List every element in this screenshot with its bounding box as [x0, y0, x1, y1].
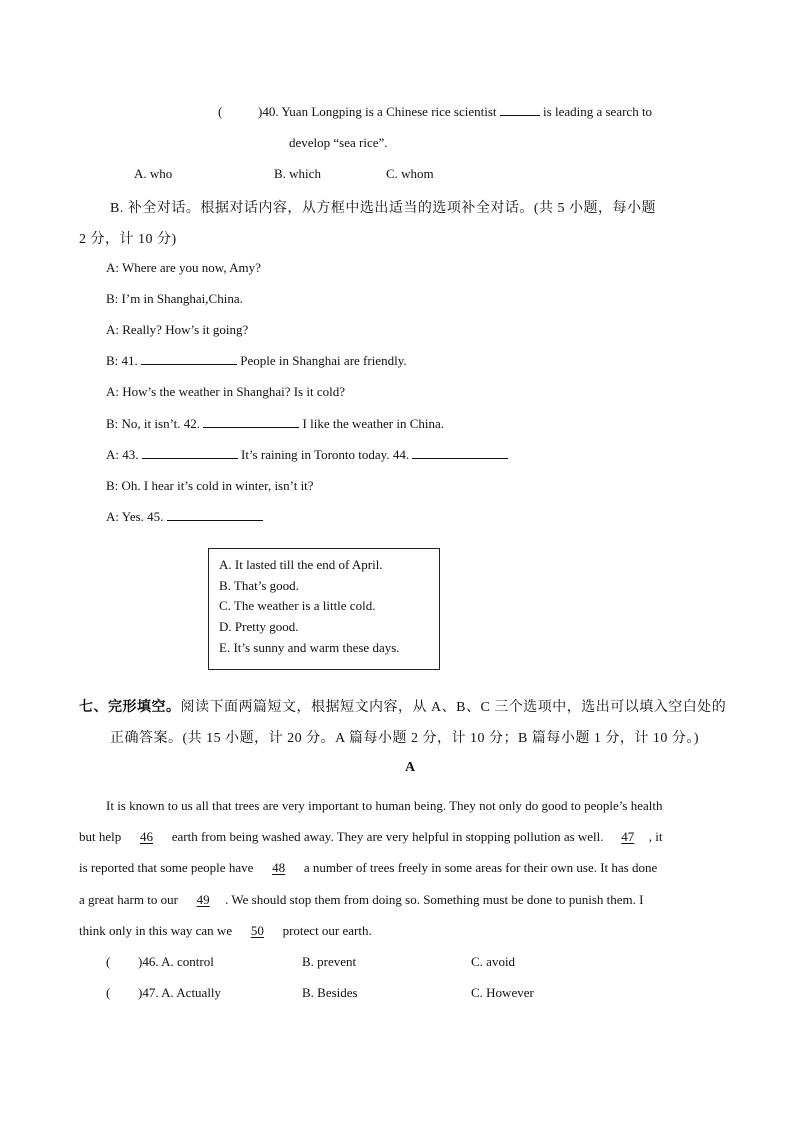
dialogue-line-5: A: How’s the weather in Shanghai? Is it cold? — [106, 384, 345, 399]
q46-option-a: )46. A. control — [138, 954, 214, 969]
blank-47: 47 — [621, 829, 635, 844]
passage-line-3 — [79, 860, 657, 876]
dialogue-line-7-mid: It’s raining in Toronto today. 44. — [237, 447, 413, 462]
box-option-c: C. The weather is a little cold. — [219, 598, 376, 613]
passage-line-5b: protect our earth. — [279, 923, 372, 938]
q40-blank — [500, 114, 540, 116]
passage-line-3b: a number of trees freely in some areas for their own use. It has done — [300, 860, 658, 875]
dialogue-line-7 — [106, 447, 508, 463]
passage-title: A — [405, 760, 416, 775]
section-7-instruction-cont: 正确答案。(共 15 小题，计 20 分。A 篇每小题 2 分，计 10 分；B 篇每小题 1 分，计 10 分。) — [110, 731, 699, 746]
box-option-b: B. That’s good. — [219, 578, 299, 593]
passage-line-5a: think only in this way can we — [79, 923, 236, 938]
q47-paren: ( — [106, 985, 111, 1000]
blank-50: 50 — [250, 923, 264, 938]
dialogue-line-3: A: Really? How’s it going? — [106, 322, 249, 337]
section-b-heading-cont: 2 分，计 10 分) — [79, 232, 177, 247]
blank-46: 46 — [140, 829, 153, 844]
passage-line-3a: is reported that some people have — [79, 860, 257, 875]
passage-line-4b: . We should stop them from doing so. Something must be done to punish them. I — [225, 892, 644, 907]
passage-line-1: It is known to us all that trees are very important to human being. They not only do good to people’s health — [106, 798, 663, 813]
dialogue-line-7-pre: A: 43. — [106, 447, 142, 462]
passage-line-5 — [79, 923, 372, 939]
blank-48: 48 — [272, 860, 286, 875]
q46-option-b: B. prevent — [302, 954, 357, 969]
dialogue-line-9-pre: A: Yes. 45. — [106, 509, 167, 524]
box-option-a: A. It lasted till the end of April. — [219, 557, 383, 572]
blank-43 — [142, 457, 238, 459]
q40-paren-close: ) — [258, 104, 263, 119]
section-b-heading: B. 补全对话。根据对话内容，从方框中选出适当的选项补全对话。(共 5 小题，每小题 — [110, 201, 656, 216]
q46-paren: ( — [106, 954, 111, 969]
q40-text1: 40. Yuan Longping is a Chinese rice scientist — [262, 104, 500, 119]
blank-41 — [141, 363, 237, 365]
box-option-e: E. It’s sunny and warm these days. — [219, 640, 400, 655]
q40-option-c: C. whom — [386, 166, 434, 181]
blank-49: 49 — [196, 892, 210, 907]
section-7-instruction: 阅读下面两篇短文，根据短文内容，从 A、B、C 三个选项中，选出可以填入空白处的 — [180, 700, 727, 715]
q40-option-a: A. who — [134, 166, 173, 181]
options-box — [208, 548, 440, 670]
q40-paren-open: ( — [218, 104, 223, 119]
passage-line-4a: a great harm to our — [79, 892, 182, 907]
dialogue-line-9 — [106, 509, 263, 525]
q47-option-b: B. Besides — [302, 985, 358, 1000]
passage-line-2c: , it — [648, 829, 663, 844]
q46-option-c: C. avoid — [471, 954, 516, 969]
dialogue-line-1: A: Where are you now, Amy? — [106, 260, 261, 275]
section-7-number: 七、完形填空。 — [79, 700, 181, 715]
dialogue-line-6-post: I like the weather in China. — [299, 416, 445, 431]
passage-line-2b: earth from being washed away. They are very helpful in stopping pollution as well. — [168, 829, 607, 844]
dialogue-line-6 — [106, 416, 444, 432]
dialogue-line-6-pre: B: No, it isn’t. 42. — [106, 416, 204, 431]
passage-line-2 — [79, 829, 663, 845]
q40-text3: develop “sea rice”. — [289, 135, 388, 150]
dialogue-line-8: B: Oh. I hear it’s cold in winter, isn’t it? — [106, 478, 314, 493]
dialogue-line-4-post: People in Shanghai are friendly. — [237, 353, 407, 368]
blank-44 — [412, 457, 508, 459]
dialogue-line-4 — [106, 353, 407, 369]
dialogue-line-2: B: I’m in Shanghai,China. — [106, 291, 243, 306]
q47-option-c: C. However — [471, 985, 534, 1000]
blank-45 — [167, 519, 263, 521]
passage-line-4 — [79, 892, 643, 908]
dialogue-line-4-pre: B: 41. — [106, 353, 142, 368]
q47-option-a: )47. A. Actually — [138, 985, 222, 1000]
blank-42 — [203, 426, 299, 428]
section-7-heading — [79, 696, 726, 716]
q40-option-b: B. which — [274, 166, 321, 181]
q40-text2: is leading a search to — [539, 104, 653, 119]
passage-line-2a: but help — [79, 829, 125, 844]
box-option-d: D. Pretty good. — [219, 619, 299, 634]
q40-stem — [258, 104, 652, 120]
